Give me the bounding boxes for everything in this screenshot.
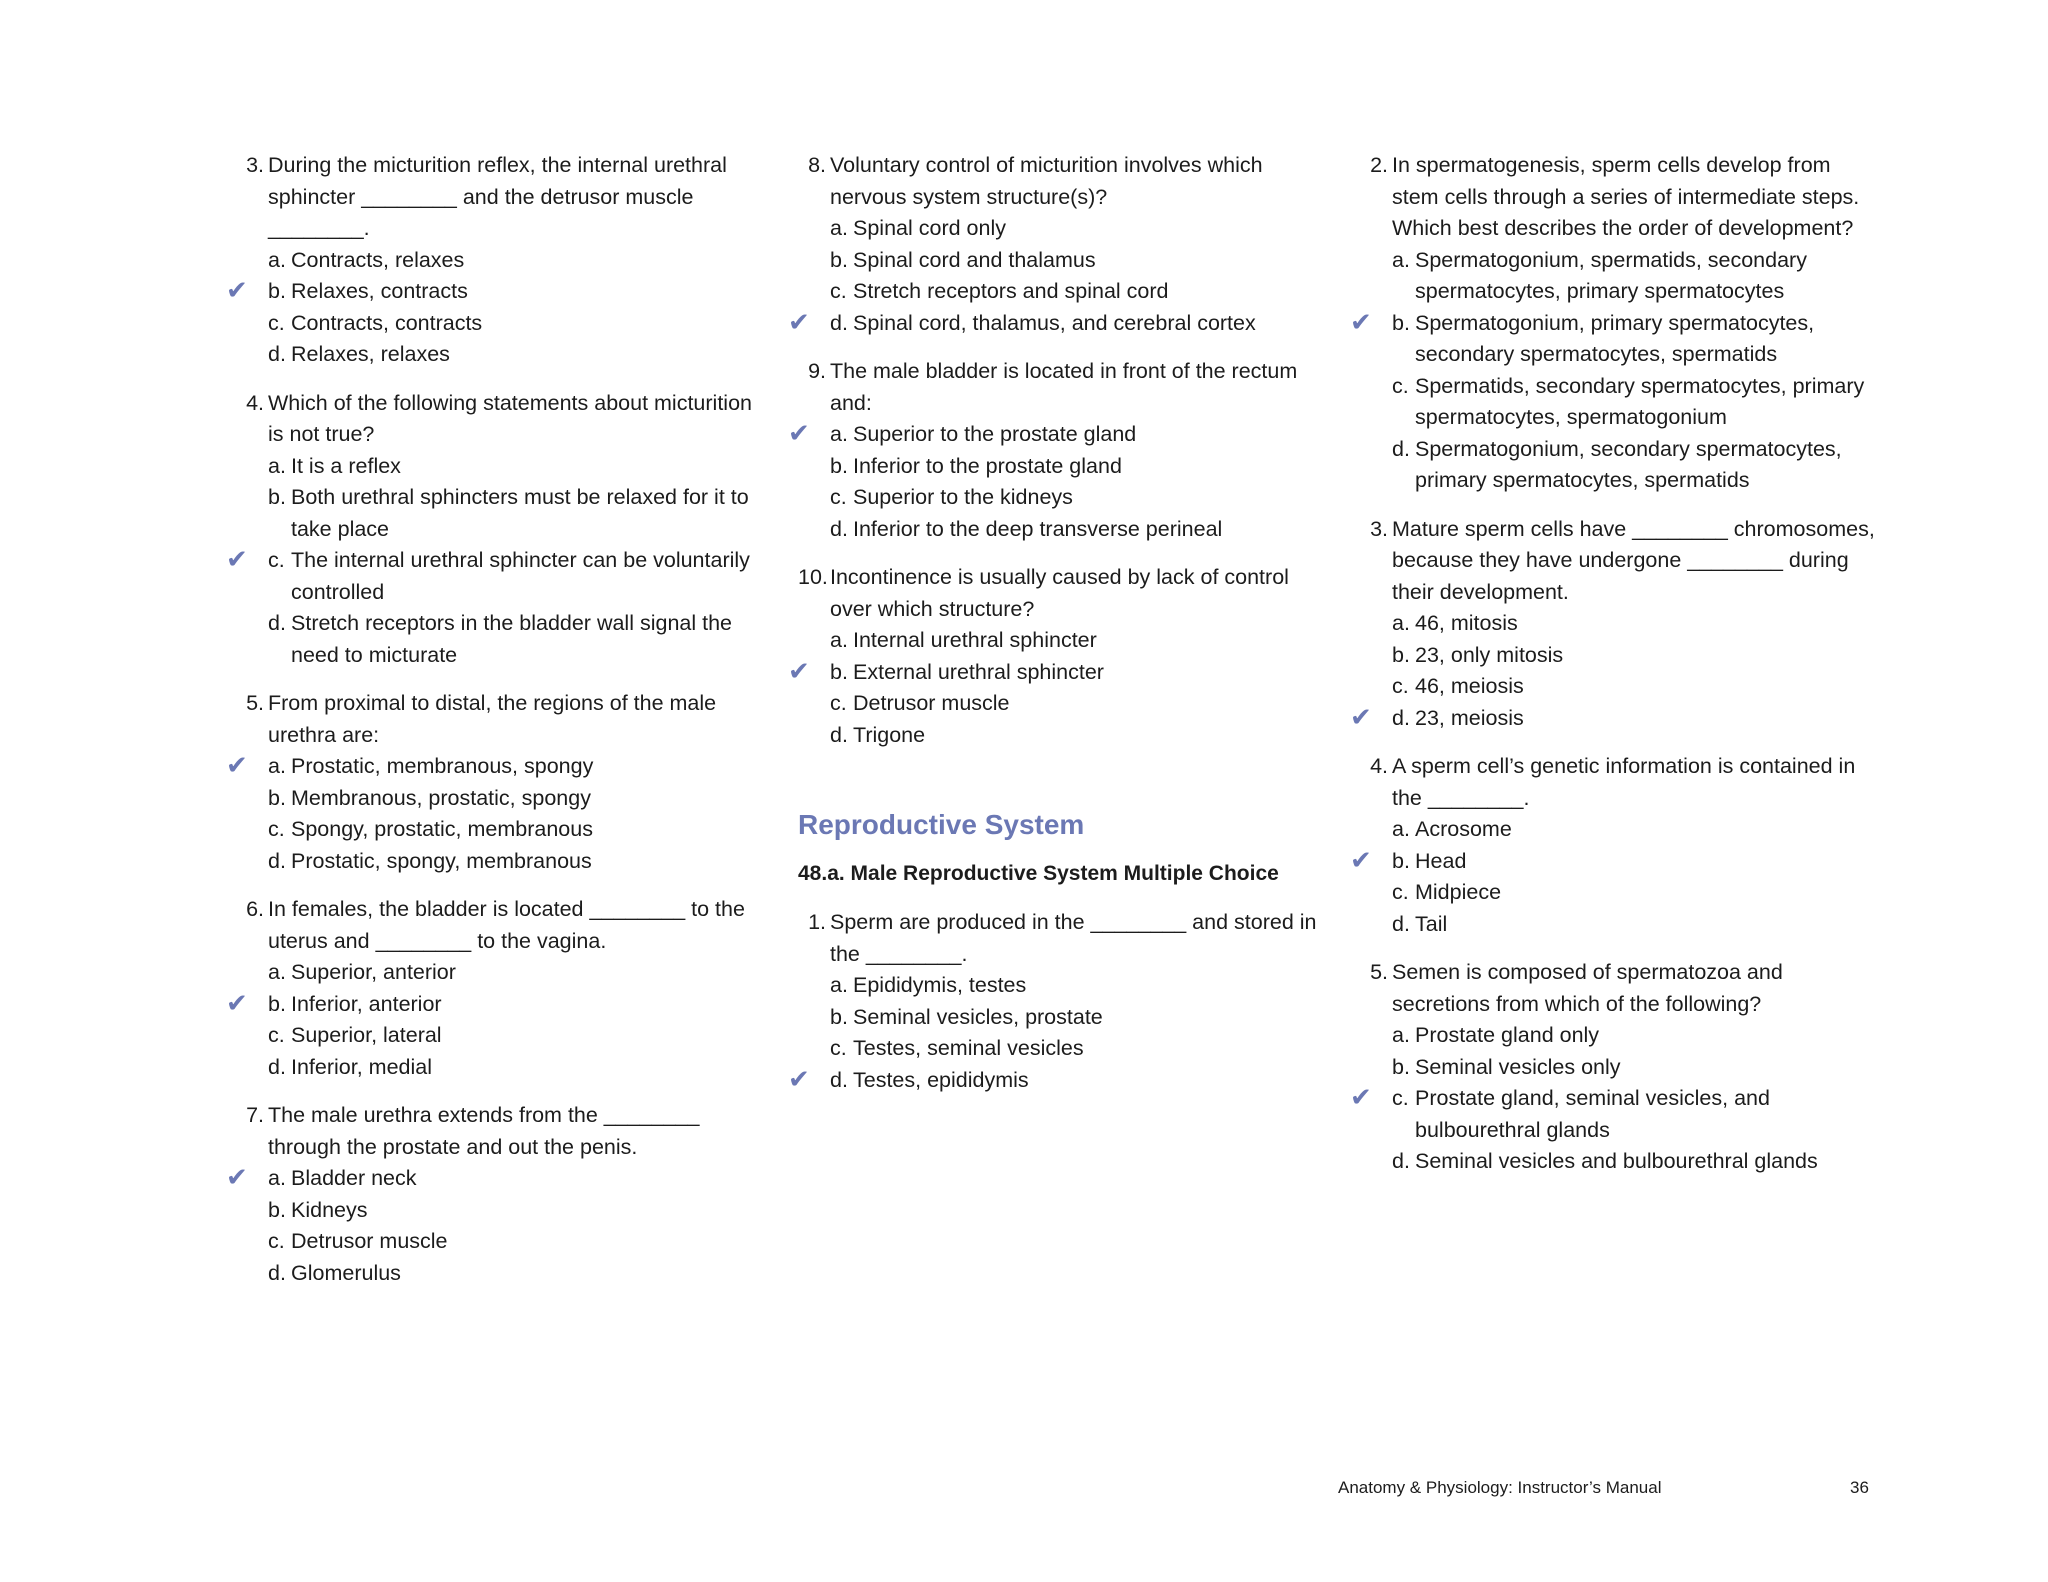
answer-option [798,970,1318,1002]
option-letter: b. [268,785,286,810]
answer-option [1360,1052,1880,1084]
option-letter: a. [1392,1023,1410,1047]
subsection-title: 48.a. Male Reproductive System Multiple Choice [798,862,1279,885]
answer-option-correct [226,988,756,1021]
question-number: 9. [808,359,826,383]
option-text: Acrosome [1415,817,1512,841]
option-letter: a. [830,628,848,652]
option-text: Midpiece [1415,880,1502,904]
question [788,356,1318,545]
answer-option-correct [788,656,1318,689]
option-text: Relaxes, contracts [291,279,468,303]
answer-option [236,1226,756,1258]
option-letter: a. [1392,247,1410,272]
footer-title: Anatomy & Physiology: Instructor’s Manual [1338,1478,1662,1497]
question-text: Voluntary control of micturition involves which nervous system structure(s)? [830,153,1263,209]
answer-option [798,451,1318,483]
answer-option-correct [226,1163,756,1195]
option-text: 46, meiosis [1415,674,1524,698]
option-text: It is a reflex [291,453,401,478]
question-text: Sperm are produced in the ________ and stored in the ________. [830,910,1317,966]
question [226,1100,756,1289]
option-letter: b. [1392,848,1410,873]
check-icon: ✔ [226,1163,248,1193]
option-letter: a. [830,422,848,446]
question-text: Mature sperm cells have ________ chromosomes, because they have undergone ________ during their development. [1392,516,1875,604]
question [1350,150,1880,497]
option-letter: d. [830,310,848,335]
answer-option [236,814,756,846]
option-text: Inferior to the deep transverse perineal [853,516,1223,541]
answer-option [236,783,756,815]
option-text: Spermatogonium, primary spermatocytes, secondary spermatocytes, spermatids [1415,310,1815,366]
check-icon: ✔ [788,656,810,687]
option-text: Superior, anterior [291,960,456,984]
option-text: Membranous, prostatic, spongy [291,785,591,810]
question-stem [236,688,756,751]
question [788,907,1318,1096]
option-letter: b. [268,485,286,509]
option-letter: d. [1392,436,1410,461]
question-stem [1360,514,1880,609]
option-letter: b. [1392,1054,1410,1079]
answer-option-correct [1350,845,1880,878]
question-text: Which of the following statements about micturition is not true? [268,390,752,446]
answer-option-correct [226,751,756,783]
option-text: Prostate gland only [1415,1023,1600,1047]
question-text: The male urethra extends from the ________ through the prostate and out the penis. [268,1103,700,1159]
option-letter: b. [1392,642,1410,667]
answer-option [1360,1020,1880,1052]
check-icon: ✔ [226,988,248,1019]
option-letter: a. [1392,817,1410,841]
question-number: 4. [1370,754,1388,778]
option-text: External urethral sphincter [853,659,1104,684]
option-text: Relaxes, relaxes [291,342,450,366]
option-letter: c. [1392,373,1409,398]
option-text: Prostatic, membranous, spongy [291,754,594,778]
question-stem [798,562,1318,625]
option-letter: c. [268,1023,285,1047]
option-letter: c. [268,548,285,572]
answer-option [1360,608,1880,640]
question-text: In spermatogenesis, sperm cells develop from stem cells through a series of intermediate steps. Which best describes the order of development? [1392,153,1860,240]
option-text: Detrusor muscle [853,691,1010,715]
question-number: 1. [808,910,826,934]
question-number: 5. [246,691,264,715]
option-text: Kidneys [291,1197,368,1222]
answer-option-correct [1350,307,1880,371]
answer-option [1360,640,1880,672]
question-stem [1360,150,1880,245]
option-text: Trigone [853,722,926,747]
check-icon: ✔ [1350,845,1372,876]
answer-option [798,514,1318,546]
option-letter: a. [1392,611,1410,635]
answer-option [236,1052,756,1084]
section-title: Reproductive System [798,809,1085,840]
answer-option [1360,671,1880,703]
answer-option [798,625,1318,657]
question-text: The male bladder is located in front of the rectum and: [830,359,1298,415]
option-letter: a. [268,247,286,272]
option-letter: d. [268,1054,286,1079]
option-letter: d. [268,342,286,366]
option-letter: c. [830,485,847,509]
option-letter: d. [1392,1149,1410,1173]
answer-option-correct [226,545,756,608]
option-letter: a. [268,960,286,984]
option-letter: b. [1392,310,1410,335]
option-text: Seminal vesicles and bulbourethral glands [1415,1149,1818,1173]
option-letter: d. [1392,705,1410,730]
question-stem [236,388,756,451]
question-list [788,150,1318,751]
check-icon: ✔ [226,545,248,575]
answer-option [1360,245,1880,308]
option-letter: c. [830,691,847,715]
check-icon: ✔ [1350,1083,1372,1113]
option-text: Inferior, anterior [291,991,442,1016]
option-text: Spinal cord, thalamus, and cerebral cortex [853,310,1256,335]
option-text: Superior to the kidneys [853,485,1073,509]
answer-option [798,720,1318,752]
question-number: 3. [246,153,264,177]
option-text: Spermatogonium, spermatids, secondary spermatocytes, primary spermatocytes [1415,247,1807,303]
option-text: 46, mitosis [1415,611,1518,635]
answer-option [798,1033,1318,1065]
answer-option-correct [1350,702,1880,735]
option-letter: c. [268,310,285,335]
option-letter: d. [830,516,848,541]
option-text: Tail [1415,911,1448,936]
option-letter: d. [268,611,286,635]
option-letter: c. [268,1229,285,1253]
question-stem [236,894,756,957]
option-letter: c. [830,1036,847,1060]
column-left [226,150,756,1306]
check-icon: ✔ [1350,307,1372,338]
option-letter: c. [1392,674,1409,698]
option-text: Testes, seminal vesicles [853,1036,1084,1060]
answer-option [1360,877,1880,909]
option-letter: a. [268,754,286,778]
option-text: Stretch receptors in the bladder wall signal the need to micturate [291,611,732,667]
option-text: Stretch receptors and spinal cord [853,279,1169,303]
column-middle [788,150,1318,1113]
question-number: 2. [1370,153,1388,177]
answer-option [798,1002,1318,1034]
option-text: Both urethral sphincters must be relaxed for it to take place [291,485,749,541]
question-number: 6. [246,897,264,921]
option-letter: b. [830,1004,848,1029]
question-number: 10. [798,565,828,589]
question-stem [1360,751,1880,814]
option-letter: b. [830,247,848,272]
option-letter: b. [830,453,848,478]
question [226,388,756,672]
answer-option [798,482,1318,514]
answer-option [236,308,756,340]
question-number: 3. [1370,516,1388,541]
question-text: From proximal to distal, the regions of the male urethra are: [268,691,717,747]
option-text: 23, only mitosis [1415,642,1564,667]
check-icon: ✔ [788,1064,810,1095]
option-text: Bladder neck [291,1166,417,1190]
question [1350,957,1880,1178]
answer-option [798,276,1318,308]
option-text: Contracts, contracts [291,310,483,335]
option-text: Head [1415,848,1467,873]
question [788,562,1318,751]
option-letter: c. [268,817,285,841]
answer-option-correct [788,419,1318,451]
answer-option [1360,434,1880,497]
answer-option [236,1195,756,1227]
option-text: Seminal vesicles only [1415,1054,1621,1079]
question-text: In females, the bladder is located ________ to the uterus and ________ to the vagina. [268,897,745,953]
question-text: During the micturition reflex, the internal urethral sphincter ________ and the detrusor muscle ________. [268,153,727,240]
question-stem [798,356,1318,419]
check-icon: ✔ [226,276,248,306]
option-text: Spermatids, secondary spermatocytes, primary spermatocytes, spermatogonium [1415,373,1865,429]
answer-option [798,688,1318,720]
option-text: Prostate gland, seminal vesicles, and bulbourethral glands [1415,1086,1770,1142]
question [1350,514,1880,735]
option-letter: b. [268,279,286,303]
option-letter: a. [268,1166,286,1190]
page-number: 36 [1850,1478,1869,1497]
question-list [788,907,1318,1096]
option-letter: d. [830,1067,848,1092]
option-letter: d. [1392,911,1410,936]
option-text: Spermatogonium, secondary spermatocytes, primary spermatocytes, spermatids [1415,436,1842,492]
option-text: Inferior to the prostate gland [853,453,1122,478]
option-text: Contracts, relaxes [291,247,465,272]
check-icon: ✔ [1350,702,1372,733]
answer-option-correct [788,307,1318,340]
option-letter: d. [268,1260,286,1285]
option-letter: d. [830,722,848,747]
answer-option [236,957,756,989]
answer-option [236,846,756,878]
option-letter: b. [830,659,848,684]
answer-option [1360,371,1880,434]
question-number: 8. [808,153,826,177]
question [226,894,756,1083]
question-text: Semen is composed of spermatozoa and secretions from which of the following? [1392,960,1783,1016]
option-text: Epididymis, testes [853,973,1027,997]
option-letter: c. [830,279,847,303]
answer-option [236,482,756,545]
answer-option [1360,1146,1880,1178]
answer-option-correct [788,1064,1318,1097]
option-text: Spinal cord and thalamus [853,247,1096,272]
option-text: Spinal cord only [853,216,1006,240]
option-letter: b. [268,1197,286,1222]
question-text: Incontinence is usually caused by lack of control over which structure? [830,565,1289,621]
option-text: Prostatic, spongy, membranous [291,848,592,873]
question-text: A sperm cell’s genetic information is contained in the ________. [1392,754,1856,810]
question [1350,751,1880,940]
question-stem [1360,957,1880,1020]
option-letter: a. [830,973,848,997]
question-number: 5. [1370,960,1388,984]
answer-option [236,339,756,371]
question [226,688,756,877]
check-icon: ✔ [226,751,248,781]
option-text: Spongy, prostatic, membranous [291,817,593,841]
option-letter: c. [1392,880,1409,904]
option-text: Inferior, medial [291,1054,433,1079]
option-text: 23, meiosis [1415,705,1524,730]
option-text: Superior, lateral [291,1023,442,1047]
option-text: Detrusor muscle [291,1229,448,1253]
column-right [1350,150,1880,1195]
answer-option [236,1258,756,1290]
answer-option-correct [1350,1083,1880,1146]
option-text: Testes, epididymis [853,1067,1029,1092]
answer-option [798,245,1318,277]
answer-option [1360,909,1880,941]
option-text: Glomerulus [291,1260,401,1285]
option-letter: b. [268,991,286,1016]
answer-option [236,1020,756,1052]
question-stem [236,150,756,245]
option-text: Superior to the prostate gland [853,422,1137,446]
option-text: Internal urethral sphincter [853,628,1097,652]
answer-option [236,451,756,483]
answer-option [1360,814,1880,846]
option-letter: a. [830,216,848,240]
answer-option [236,608,756,671]
answer-option-correct [226,276,756,308]
question [788,150,1318,339]
question [226,150,756,371]
question-stem [236,1100,756,1163]
answer-option [798,213,1318,245]
option-letter: a. [268,453,286,478]
option-letter: c. [1392,1086,1409,1110]
check-icon: ✔ [788,419,810,449]
option-letter: d. [268,848,286,873]
option-text: The internal urethral sphincter can be voluntarily controlled [291,548,750,604]
option-text: Seminal vesicles, prostate [853,1004,1103,1029]
question-number: 4. [246,390,264,415]
check-icon: ✔ [788,307,810,338]
question-number: 7. [246,1103,264,1127]
question-stem [798,907,1318,970]
answer-option [236,245,756,277]
question-stem [798,150,1318,213]
